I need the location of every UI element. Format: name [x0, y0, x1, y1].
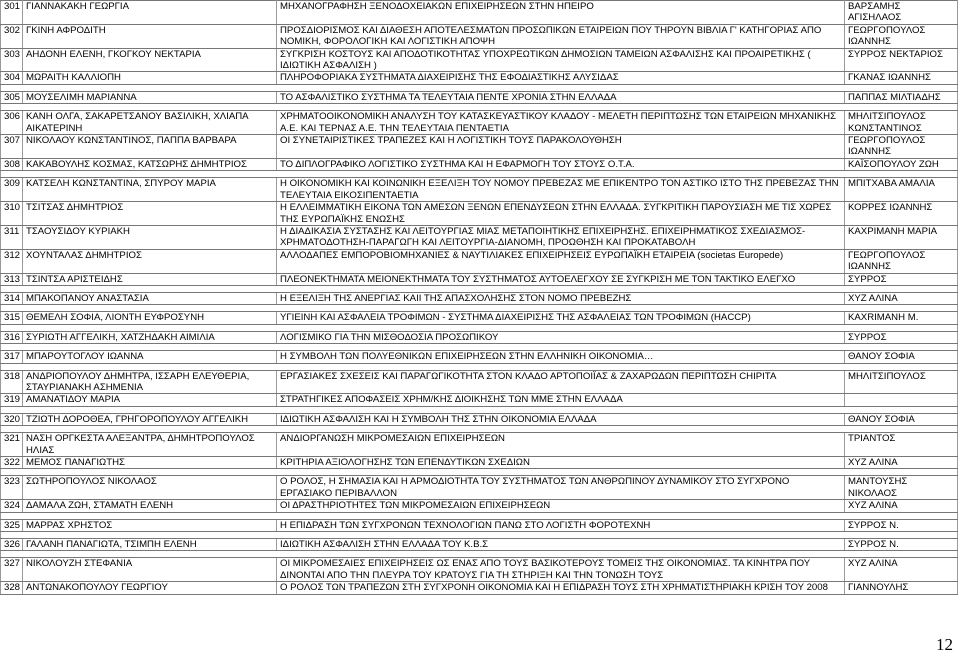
thesis-title: Η ΣΥΜΒΟΛΗ ΤΩΝ ΠΟΛΥΕΘΝΙΚΩΝ ΕΠΙΧΕΙΡΗΣΕΩΝ ΣΤΗΝ ΕΛΛΗΝΙΚΗ ΟΙΚΟΝΟΜΙΑ… [277, 351, 845, 363]
student-names: ΝΙΚΟΛΑΟΥ ΚΩΝΣΤΑΝΤΙΝΟΣ, ΠΑΠΠΑ ΒΑΡΒΑΡΑ [23, 135, 277, 159]
supervisor-name: ΘΑΝΟΥ ΣΟΦΙΑ [845, 351, 958, 363]
supervisor-name: ΓΕΩΡΓΟΠΟΥΛΟΣ ΙΩΑΝΝΗΣ [845, 249, 958, 273]
spacer-cell [1, 171, 958, 178]
thesis-title: ΥΓΙΕΙΝΗ ΚΑΙ ΑΣΦΑΛΕΙΑ ΤΡΟΦΙΜΩΝ - ΣΥΣΤΗΜΑ ΔΙΑΧΕΙΡΙΣΗΣ ΤΗΣ ΑΣΦΑΛΕΙΑΣ ΤΩΝ ΤΡΟΦΙΜΩΝ (HACCP) [277, 312, 845, 324]
row-number: 310 [1, 202, 23, 226]
table-row [1, 202, 958, 226]
student-names: ΓΚΙΝΗ ΑΦΡΟΔΙΤΗ [23, 24, 277, 48]
student-names: ΔΑΜΑΛΑ ΖΩΗ, ΣΤΑΜΑΤΗ ΕΛΕΝΗ [23, 500, 277, 512]
table-row [1, 476, 958, 500]
row-number: 301 [1, 1, 23, 25]
supervisor-name: ΚΟΡΡΕΣ ΙΩΑΝΝΗΣ [845, 202, 958, 226]
spacer-cell [1, 363, 958, 370]
supervisor-name: ΣΥΡΡΟΣ Ν. [845, 519, 958, 531]
row-number: 328 [1, 582, 23, 594]
supervisor-name: ΣΥΡΡΟΣ [845, 273, 958, 285]
thesis-title: ΟΙ ΣΥΝΕΤΑΙΡΙΣΤΙΚΕΣ ΤΡΑΠΕΖΕΣ ΚΑΙ Η ΛΟΓΙΣΤΙΚΗ ΤΟΥΣ ΠΑΡΑΚΟΛΟΥΘΗΣΗ [277, 135, 845, 159]
row-spacer [1, 324, 958, 331]
spacer-cell [1, 551, 958, 558]
table-row [1, 351, 958, 363]
row-spacer [1, 104, 958, 111]
table-row [1, 249, 958, 273]
student-names: ΑΗΔΟΝΗ ΕΛΕΝΗ, ΓΚΟΓΚΟΥ ΝΕΚΤΑΡΙΑ [23, 48, 277, 72]
row-number: 318 [1, 370, 23, 394]
spacer-cell [1, 406, 958, 413]
thesis-title: Ο ΡΟΛΟΣ ΤΩΝ ΤΡΑΠΕΖΩΝ ΣΤΗ ΣΥΓΧΡΟΝΗ ΟΙΚΟΝΟΜΙΑ ΚΑΙ Η ΕΠΙΔΡΑΣΗ ΤΟΥΣ ΣΤΗ ΧΡΗΜΑΤΙΣΤΗΡΙΑΚΗ ΚΡΙΣΗ ΤΟΥ 2008 [277, 582, 845, 594]
table-row [1, 457, 958, 469]
student-names: ΜΩΡΑΙΤΗ ΚΑΛΛΙΟΠΗ [23, 72, 277, 84]
table-row [1, 24, 958, 48]
spacer-cell [1, 104, 958, 111]
thesis-title: ΙΔΙΩΤΙΚΗ ΑΣΦΑΛΙΣΗ ΣΤΗΝ ΕΛΛΑΔΑ ΤΟΥ Κ.Β.Σ [277, 539, 845, 551]
thesis-title: ΑΛΛΟΔΑΠΕΣ ΕΜΠΟΡΟΒΙΟΜΗΧΑΝΙΕΣ & ΝΑΥΤΙΛΙΑΚΕΣ ΕΠΙΧΕΙΡΗΣΕΙΣ ΕΥΡΩΠΑΪΚΗ ΕΤΑΙΡΕΙΑ (societas Europede) [277, 249, 845, 273]
supervisor-name: ΜΗΛΙΤΣΙΠΟΥΛΟΣ ΚΩΝΣΤΑΝΤΙΝΟΣ [845, 111, 958, 135]
row-number: 325 [1, 519, 23, 531]
student-names: ΚΑΝΗ ΟΛΓΑ, ΣΑΚΑΡΕΤΣΑΝΟΥ ΒΑΣΙΛΙΚΗ, ΧΛΙΑΠΑ ΑΙΚΑΤΕΡΙΝΗ [23, 111, 277, 135]
thesis-title: ΚΡΙΤΗΡΙΑ ΑΞΙΟΛΟΓΗΣΗΣ ΤΩΝ ΕΠΕΝΔΥΤΙΚΩΝ ΣΧΕΔΙΩΝ [277, 457, 845, 469]
row-spacer [1, 426, 958, 433]
supervisor-name: ΣΥΡΡΟΣ Ν. [845, 539, 958, 551]
student-names: ΤΖΙΩΤΗ ΔΟΡΟΘΕΑ, ΓΡΗΓΟΡΟΠΟΥΛΟΥ ΑΓΓΕΛΙΚΗ [23, 413, 277, 425]
thesis-title: Η ΟΙΚΟΝΟΜΙΚΗ ΚΑΙ ΚΟΙΝΩΝΙΚΗ ΕΞΕΛΙΞΗ ΤΟΥ ΝΟΜΟΥ ΠΡΕΒΕΖΑΣ ΜΕ ΕΠΙΚΕΝΤΡΟ ΤΟΝ ΑΣΤΙΚΟ ΙΣΤΟ ΤΗΣ ΠΡΕΒΕΖΑΣ ΤΗΝ ΤΕΛΕΥΤΑΙΑ ΕΙΚΟΣΙΠΕΝΤΑΕΤΙΑ [277, 178, 845, 202]
supervisor-name: ΜΗΛΙΤΣΙΠΟΥΛΟΣ [845, 370, 958, 394]
supervisor-name: ΧΥΖ ΑΛΙΝΑ [845, 500, 958, 512]
student-names: ΤΣΙΤΣΑΣ ΔΗΜΗΤΡΙΟΣ [23, 202, 277, 226]
supervisor-name: ΧΥΖ ΑΛΙΝΑ [845, 457, 958, 469]
spacer-cell [1, 285, 958, 292]
row-number: 307 [1, 135, 23, 159]
row-number: 324 [1, 500, 23, 512]
student-names: ΑΝΤΩΝΑΚΟΠΟΥΛΟΥ ΓΕΩΡΓΙΟΥ [23, 582, 277, 594]
student-names: ΓΙΑΝΝΑΚΑΚΗ ΓΕΩΡΓΙΑ [23, 1, 277, 25]
row-number: 323 [1, 476, 23, 500]
supervisor-name: ΜΑΝΤΟΥΣΗΣ ΝΙΚΟΛΑΟΣ [845, 476, 958, 500]
page-number: 12 [936, 635, 953, 654]
supervisor-name: ΣΥΡΡΟΣ ΝΕΚΤΑΡΙΟΣ [845, 48, 958, 72]
table-row [1, 582, 958, 594]
thesis-title: ΛΟΓΙΣΜΙΚΟ ΓΙΑ ΤΗΝ ΜΙΣΘΟΔΟΣΙΑ ΠΡΟΣΩΠΙΚΟΥ [277, 331, 845, 343]
spacer-cell [1, 469, 958, 476]
supervisor-name: ΤΡΙΑΝΤΟΣ [845, 433, 958, 457]
row-number: 305 [1, 91, 23, 103]
table-row [1, 331, 958, 343]
row-number: 312 [1, 249, 23, 273]
thesis-title: ΠΡΟΣΔΙΟΡΙΣΜΟΣ ΚΑΙ ΔΙΑΘΕΣΗ ΑΠΟΤΕΛΕΣΜΑΤΩΝ ΠΡΟΣΩΠΙΚΩΝ ΕΤΑΙΡΕΙΩΝ ΠΟΥ ΤΗΡΟΥΝ ΒΙΒΛΙΑ Γ' ΚΑΤΗΓΟΡΙΑΣ ΑΠΟ ΝΟΜΙΚΗ, ΦΟΡΟΛΟΓΙΚΗ ΚΑΙ ΛΟΓΙΣΤΙΚΗ ΑΠΟΨΗ [277, 24, 845, 48]
row-number: 320 [1, 413, 23, 425]
supervisor-name: ΓΕΩΡΓΟΠΟΥΛΟΣ ΙΩΑΝΝΗΣ [845, 24, 958, 48]
spacer-cell [1, 305, 958, 312]
student-names: ΑΝΔΡΙΟΠΟΥΛΟΥ ΔΗΜΗΤΡΑ, ΙΣΣΑΡΗ ΕΛΕΥΘΕΡΙΑ, ΣΤΑΥΡΙΑΝΑΚΗ ΑΣΗΜΕΝΙΑ [23, 370, 277, 394]
table-row [1, 158, 958, 170]
supervisor-name: ΧΥΖ ΑΛΙΝΑ [845, 558, 958, 582]
supervisor-name: ΓΕΩΡΓΟΠΟΥΛΟΣ ΙΩΑΝΝΗΣ [845, 135, 958, 159]
row-number: 322 [1, 457, 23, 469]
student-names: ΑΜΑΝΑΤΙΔΟΥ ΜΑΡΙΑ [23, 394, 277, 406]
supervisor-name: ΒΑΡΣΑΜΗΣ ΑΓΙΣΗΛΑΟΣ [845, 1, 958, 25]
student-names: ΜΠΑΡΟΥΤΟΓΛΟΥ ΙΩΑΝΝΑ [23, 351, 277, 363]
row-number: 308 [1, 158, 23, 170]
row-number: 315 [1, 312, 23, 324]
table-row [1, 370, 958, 394]
row-number: 321 [1, 433, 23, 457]
table-row [1, 1, 958, 25]
row-spacer [1, 305, 958, 312]
row-number: 304 [1, 72, 23, 84]
spacer-cell [1, 344, 958, 351]
table-row [1, 111, 958, 135]
student-names: ΝΑΣΗ ΟΡΓΚΕΣΤΑ ΑΛΕΞΑΝΤΡΑ, ΔΗΜΗΤΡΟΠΟΥΛΟΣ ΗΛΙΑΣ [23, 433, 277, 457]
spacer-cell [1, 532, 958, 539]
thesis-title: ΤΟ ΑΣΦΑΛΙΣΤΙΚΟ ΣΥΣΤΗΜΑ ΤΑ ΤΕΛΕΥΤΑΙΑ ΠΕΝΤΕ ΧΡΟΝΙΑ ΣΤΗΝ ΕΛΛΑΔΑ [277, 91, 845, 103]
thesis-title: Η ΕΞΕΛΙΞΗ ΤΗΣ ΑΝΕΡΓΙΑΣ ΚΑΙΙ ΤΗΣ ΑΠΑΣΧΟΛΗΣΗΣ ΣΤΟΝ ΝΟΜΟ ΠΡΕΒΕΖΗΣ [277, 292, 845, 304]
row-number: 313 [1, 273, 23, 285]
supervisor-name: KAXRIMANH M. [845, 312, 958, 324]
row-number: 311 [1, 225, 23, 249]
thesis-title: ΟΙ ΜΙΚΡΟΜΕΣΑΙΕΣ ΕΠΙΧΕΙΡΗΣΕΙΣ ΩΣ ΕΝΑΣ ΑΠΟ ΤΟΥΣ ΒΑΣΙΚΟΤΕΡΟΥΣ ΤΟΜΕΙΣ ΤΗΣ ΟΙΚΟΝΟΜΙΑΣ. ΤΑ ΚΙΝΗΤΡΑ ΠΟΥ ΔΙΝΟΝΤΑΙ ΑΠΟ ΤΗΝ ΠΛΕΥΡΑ ΤΟΥ ΚΡΑΤΟΥΣ ΓΙΑ ΤΗ ΣΤΗΡΙΞΗ ΚΑΙ ΤΗΝ ΤΟΝΩΣΗ ΤΟΥΣ [277, 558, 845, 582]
table-row [1, 292, 958, 304]
student-names: ΜΑΡΡΑΣ ΧΡΗΣΤΟΣ [23, 519, 277, 531]
row-spacer [1, 285, 958, 292]
table-row [1, 433, 958, 457]
table-row [1, 273, 958, 285]
thesis-title: Ο ΡΟΛΟΣ, Η ΣΗΜΑΣΙΑ ΚΑΙ Η ΑΡΜΟΔΙΟΤΗΤΑ ΤΟΥ ΣΥΣΤΗΜΑΤΟΣ ΤΩΝ ΑΝΘΡΩΠΙΝΟΥ ΔΥΝΑΜΙΚΟΥ ΣΤΟ ΣΥΓΧΡΟΝΟ ΕΡΓΑΣΙΑΚΟ ΠΕΡΙΒΑΛΛΟΝ [277, 476, 845, 500]
thesis-title: ΕΡΓΑΣΙΑΚΕΣ ΣΧΕΣΕΙΣ ΚΑΙ ΠΑΡΑΓΩΓΙΚΟΤΗΤΑ ΣΤΟΝ ΚΛΑΔΟ ΑΡΤΟΠΟΙΪΑΣ & ΖΑΧΑΡΩΔΩΝ ΠΕΡΙΠΤΩΣΗ CHIPITA [277, 370, 845, 394]
row-number: 326 [1, 539, 23, 551]
student-names: ΤΣΑΟΥΣΙΔΟΥ ΚΥΡΙΑΚΗ [23, 225, 277, 249]
thesis-title: Η ΕΠΙΔΡΑΣΗ ΤΩΝ ΣΥΓΧΡΟΝΩΝ ΤΕΧΝΟΛΟΓΙΩΝ ΠΑΝΩ ΣΤΟ ΛΟΓΙΣΤΗ ΦΟΡΟΤΕΧΝΗ [277, 519, 845, 531]
table-row [1, 225, 958, 249]
row-spacer [1, 171, 958, 178]
student-names: ΚΑΤΣΕΛΗ ΚΩΝΣΤΑΝΤΙΝΑ, ΣΠΥΡΟΥ ΜΑΡΙΑ [23, 178, 277, 202]
supervisor-name: ΘΑΝΟΥ ΣΟΦΙΑ [845, 413, 958, 425]
table-row [1, 558, 958, 582]
supervisor-name: ΧΥΖ ΑΛΙΝΑ [845, 292, 958, 304]
table-row [1, 48, 958, 72]
thesis-title: ΧΡΗΜΑΤΟΟΙΚΟΝΟΜΙΚΗ ΑΝΑΛΥΣΗ ΤΟΥ ΚΑΤΑΣΚΕΥΑΣΤΙΚΟΥ ΚΛΑΔΟΥ - ΜΕΛΕΤΗ ΠΕΡΙΠΤΩΣΗΣ ΤΩΝ ΕΤΑΙΡΕΙΩΝ ΜΗΧΑΝΙΚΗΣ Α.Ε. ΚΑΙ ΤΕΡΝΑΣ Α.Ε. ΤΗΝ ΤΕΛΕΥΤΑΙΑ ΠΕΝΤΑΕΤΙΑ [277, 111, 845, 135]
student-names: ΘΕΜΕΛΗ ΣΟΦΙΑ, ΛΙΟΝΤΗ ΕΥΦΡΟΣΥΝΗ [23, 312, 277, 324]
row-number: 309 [1, 178, 23, 202]
row-spacer [1, 532, 958, 539]
row-spacer [1, 363, 958, 370]
row-spacer [1, 512, 958, 519]
row-number: 306 [1, 111, 23, 135]
student-names: ΜΟΥΣΕΛΙΜΗ ΜΑΡΙΑΝΝΑ [23, 91, 277, 103]
thesis-title: ΟΙ ΔΡΑΣΤΗΡΙΟΤΗΤΕΣ ΤΩΝ ΜΙΚΡΟΜΕΣΑΙΩΝ ΕΠΙΧΕΙΡΗΣΕΩΝ [277, 500, 845, 512]
student-names: ΣΩΤΗΡΟΠΟΥΛΟΣ ΝΙΚΟΛΑΟΣ [23, 476, 277, 500]
thesis-title: ΠΛΗΡΟΦΟΡΙΑΚΑ ΣΥΣΤΗΜΑΤΑ ΔΙΑΧΕΙΡΙΣΗΣ ΤΗΣ ΕΦΟΔΙΑΣΤΙΚΗΣ ΑΛΥΣΙΔΑΣ [277, 72, 845, 84]
spacer-cell [1, 512, 958, 519]
table-row [1, 519, 958, 531]
supervisor-name: ΓΙΑΝΝΟΥΛΗΣ [845, 582, 958, 594]
row-number: 302 [1, 24, 23, 48]
supervisor-name: ΣΥΡΡΟΣ [845, 331, 958, 343]
row-spacer [1, 406, 958, 413]
thesis-title: Η ΔΙΑΔΙΚΑΣΙΑ ΣΥΣΤΑΣΗΣ ΚΑΙ ΛΕΙΤΟΥΡΓΙΑΣ ΜΙΑΣ ΜΕΤΑΠΟΙΗΤΙΚΗΣ ΕΠΙΧΕΙΡΗΣΗΣ. ΕΠΙΧΕΙΡΗΜΑΤΙΚΟΣ ΣΧΕΔΙΑΣΜΟΣ-ΧΡΗΜΑΤΟΔΟΤΗΣΗ-ΠΑΡΑΓΩΓΗ ΚΑΙ ΛΕΙΤΟΥΡΓΙΑ-ΔΙΑΝΟΜΗ, ΠΡΟΩΘΗΣΗ ΚΑΙ ΠΡΟΚΑΤΑΒΟΛΗ [277, 225, 845, 249]
row-spacer [1, 551, 958, 558]
student-names: ΜΠΑΚΟΠΑΝΟΥ ΑΝΑΣΤΑΣΙΑ [23, 292, 277, 304]
row-spacer [1, 344, 958, 351]
spacer-cell [1, 84, 958, 91]
student-names: ΚΑΚΑΒΟΥΛΗΣ ΚΟΣΜΑΣ, ΚΑΤΣΩΡΗΣ ΔΗΜΗΤΡΙΟΣ [23, 158, 277, 170]
spacer-cell [1, 426, 958, 433]
supervisor-name [845, 394, 958, 406]
spacer-cell [1, 324, 958, 331]
supervisor-name: ΚΑΪΣΟΠΟΥΛΟΥ ΖΩΗ [845, 158, 958, 170]
table-row [1, 135, 958, 159]
table-row [1, 72, 958, 84]
table-row [1, 539, 958, 551]
supervisor-name: ΚΑΧΡΙΜΑΝΗ ΜΑΡΙΑ [845, 225, 958, 249]
student-names: ΜΕΜΟΣ ΠΑΝΑΓΙΩΤΗΣ [23, 457, 277, 469]
thesis-title: ΜΗΧΑΝΟΓΡΑΦΗΣΗ ΞΕΝΟΔΟΧΕΙΑΚΩΝ ΕΠΙΧΕΙΡΗΣΕΩΝ ΣΤΗΝ ΗΠΕΙΡΟ [277, 1, 845, 25]
student-names: ΝΙΚΟΛΟΥΖΗ ΣΤΕΦΑΝΙΑ [23, 558, 277, 582]
table-row [1, 312, 958, 324]
thesis-title: ΣΥΓΚΡΙΣΗ ΚΟΣΤΟΥΣ ΚΑΙ ΑΠΟΔΟΤΙΚΟΤΗΤΑΣ ΥΠΟΧΡΕΩΤΙΚΩΝ ΔΗΜΟΣΙΩΝ ΤΑΜΕΙΩΝ ΑΣΦΑΛΙΣΗΣ ΚΑΙ ΠΡΟΑΙΡΕΤΙΚΗΣ ( ΙΔΙΩΤΙΚΗ ΑΣΦΑΛΙΣΗ ) [277, 48, 845, 72]
table-row [1, 178, 958, 202]
supervisor-name: ΠΑΠΠΑΣ ΜΙΛΤΙΑΔΗΣ [845, 91, 958, 103]
student-names: ΤΣΙΝΤΣΑ ΑΡΙΣΤΕΙΔΗΣ [23, 273, 277, 285]
table-row [1, 413, 958, 425]
student-names: ΓΑΛΑΝΗ ΠΑΝΑΓΙΩΤΑ, ΤΣΙΜΠΗ ΕΛΕΝΗ [23, 539, 277, 551]
row-spacer [1, 84, 958, 91]
row-number: 314 [1, 292, 23, 304]
thesis-title: ΠΛΕΟΝΕΚΤΗΜΑΤΑ ΜΕΙΟΝΕΚΤΗΜΑΤΑ ΤΟΥ ΣΥΣΤΗΜΑΤΟΣ ΑΥΤΟΕΛΕΓΧΟΥ ΣΕ ΣΥΓΚΡΙΣΗ ΜΕ ΤΟΝ ΤΑΚΤΙΚΟ ΕΛΕΓΧΟ [277, 273, 845, 285]
table-row [1, 500, 958, 512]
row-number: 319 [1, 394, 23, 406]
supervisor-name: ΓΚΑΝΑΣ ΙΩΑΝΝΗΣ [845, 72, 958, 84]
thesis-title: ΤΟ ΔΙΠΛΟΓΡΑΦΙΚΟ ΛΟΓΙΣΤΙΚΟ ΣΥΣΤΗΜΑ ΚΑΙ Η ΕΦΑΡΜΟΓΗ ΤΟΥ ΣΤΟΥΣ Ο.Τ.Α. [277, 158, 845, 170]
supervisor-name: ΜΠΙΤΧΑΒΑ ΑΜΑΛΙΑ [845, 178, 958, 202]
thesis-title: ΣΤΡΑΤΗΓΙΚΕΣ ΑΠΟΦΑΣΕΙΣ ΧΡΗΜ/ΚΗΣ ΔΙΟΙΚΗΣΗΣ ΤΩΝ ΜΜΕ ΣΤΗΝ ΕΛΛΑΔΑ [277, 394, 845, 406]
thesis-title: ΙΔΙΩΤΙΚΗ ΑΣΦΑΛΙΣΗ ΚΑΙ Η ΣΥΜΒΟΛΗ ΤΗΣ ΣΤΗΝ ΟΙΚΟΝΟΜΙΑ ΕΛΛΑΔΑ [277, 413, 845, 425]
table-row [1, 91, 958, 103]
row-number: 316 [1, 331, 23, 343]
row-number: 327 [1, 558, 23, 582]
student-names: ΧΟΥΝΤΑΛΑΣ ΔΗΜΗΤΡΙΟΣ [23, 249, 277, 273]
thesis-title: Η ΕΛΛΕΙΜΜΑΤΙΚΗ ΕΙΚΟΝΑ ΤΩΝ ΑΜΕΣΩΝ ΞΕΝΩΝ ΕΠΕΝΔΥΣΕΩΝ ΣΤΗΝ ΕΛΛΑΔΑ. ΣΥΓΚΡΙΤΙΚΗ ΠΑΡΟΥΣΙΑΣΗ ΜΕ ΤΙΣ ΧΩΡΕΣ ΤΗΣ ΕΥΡΩΠΑΪΚΗΣ ΕΝΩΣΗΣ [277, 202, 845, 226]
row-spacer [1, 469, 958, 476]
thesis-title: ΑΝΔΙΟΡΓΑΝΩΣΗ ΜΙΚΡΟΜΕΣΑΙΩΝ ΕΠΙΧΕΙΡΗΣΕΩΝ [277, 433, 845, 457]
row-number: 317 [1, 351, 23, 363]
table-row [1, 394, 958, 406]
student-names: ΣΥΡΙΩΤΗ ΑΓΓΕΛΙΚΗ, ΧΑΤΖΗΔΑΚΗ ΑΙΜΙΛΙΑ [23, 331, 277, 343]
row-number: 303 [1, 48, 23, 72]
